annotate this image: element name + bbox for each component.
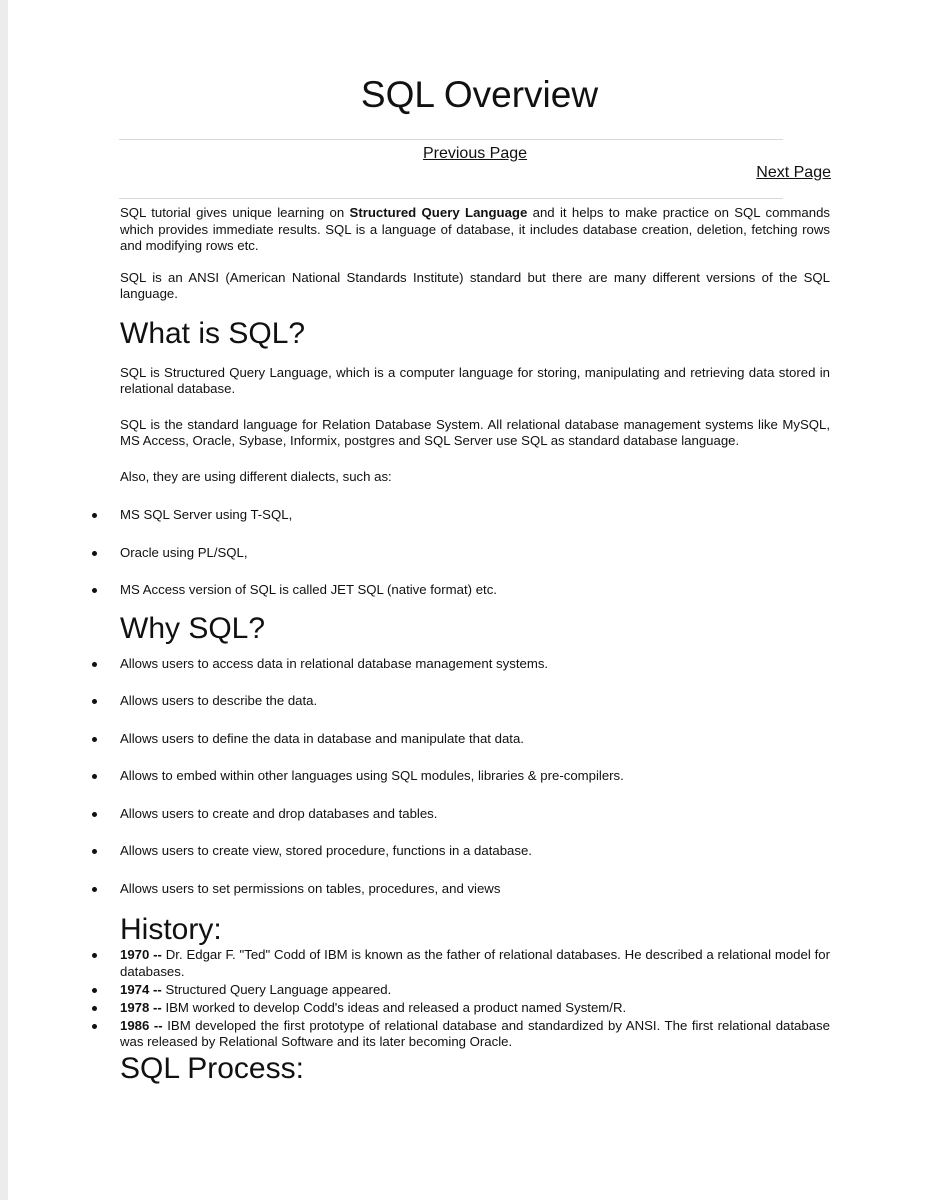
ansi-paragraph: SQL is an ANSI (American National Standards Institute) standard but there are many different versions of the SQL language.	[120, 269, 830, 301]
previous-page-link[interactable]: Previous Page	[422, 145, 528, 162]
list-item: Allows users to create view, stored procedure, functions in a database.	[120, 843, 830, 860]
top-divider	[119, 139, 783, 140]
bullet-icon	[92, 588, 97, 593]
intro-paragraph	[120, 205, 830, 255]
bullet-icon	[92, 988, 97, 993]
why-sql-list	[120, 656, 830, 898]
list-item: Oracle using PL/SQL,	[120, 545, 830, 562]
bullet-icon	[92, 812, 97, 817]
list-item: MS Access version of SQL is called JET SQL (native format) etc.	[120, 582, 830, 599]
bullet-icon	[92, 551, 97, 556]
history-list	[120, 947, 830, 1051]
bullet-icon	[92, 774, 97, 779]
list-item: 1974 -- Structured Query Language appeared.	[120, 982, 830, 999]
bullet-icon	[92, 737, 97, 742]
bullet-icon	[92, 1024, 97, 1029]
what-is-sql-paragraph-2: SQL is the standard language for Relation Database System. All relational database management systems like MySQL, MS Access, Oracle, Sybase, Informix, postgres and SQL Server use SQL as standard database language.	[120, 416, 830, 448]
article-body	[120, 205, 830, 1086]
list-item: 1978 -- IBM worked to develop Codd's ideas and released a product named System/R.	[120, 1000, 830, 1017]
bullet-icon	[92, 662, 97, 667]
list-item: 1986 -- IBM developed the first prototype of relational database and standardized by ANSI. The first relational database was released by Relational Software and its later becoming Oracle.	[120, 1018, 830, 1051]
bullet-icon	[92, 953, 97, 958]
document-page	[8, 0, 951, 1200]
intro-text-start: SQL tutorial gives unique learning on	[120, 205, 350, 220]
list-item: Allows users to create and drop databases and tables.	[120, 806, 830, 823]
page-title: SQL Overview	[360, 74, 599, 115]
what-is-sql-paragraph-1: SQL is Structured Query Language, which is a computer language for storing, manipulating and retrieving data stored in relational database.	[120, 364, 830, 396]
bullet-icon	[92, 513, 97, 518]
list-item: Allows users to set permissions on tables, procedures, and views	[120, 881, 830, 898]
sql-process-heading: SQL Process:	[120, 1052, 304, 1085]
bullet-icon	[92, 699, 97, 704]
why-sql-heading: Why SQL?	[120, 611, 266, 645]
bullet-icon	[92, 887, 97, 892]
next-page-link[interactable]: Next Page	[756, 164, 831, 181]
intro-text-end: and it helps to make practice on SQL commands which provides immediate results. SQL is a language of database, it includes database creation, deletion, fetching rows and modifying rows etc.	[120, 205, 830, 253]
history-heading: History:	[120, 913, 222, 946]
list-item: MS SQL Server using T-SQL,	[120, 507, 830, 524]
list-item: Allows users to access data in relational database management systems.	[120, 656, 830, 673]
dialects-intro: Also, they are using different dialects, such as:	[120, 468, 392, 484]
what-is-sql-heading: What is SQL?	[120, 316, 306, 350]
intro-bold-term: Structured Query Language	[349, 205, 528, 220]
bullet-icon	[92, 1006, 97, 1011]
list-item: Allows users to describe the data.	[120, 693, 830, 710]
dialects-list	[120, 507, 830, 599]
list-item: 1970 -- Dr. Edgar F. "Ted" Codd of IBM is known as the father of relational databases. He described a relational model for databases.	[120, 947, 830, 980]
list-item: Allows to embed within other languages using SQL modules, libraries & pre-compilers.	[120, 768, 830, 785]
list-item: Allows users to define the data in database and manipulate that data.	[120, 731, 830, 748]
bullet-icon	[92, 849, 97, 854]
bottom-divider	[119, 198, 783, 199]
